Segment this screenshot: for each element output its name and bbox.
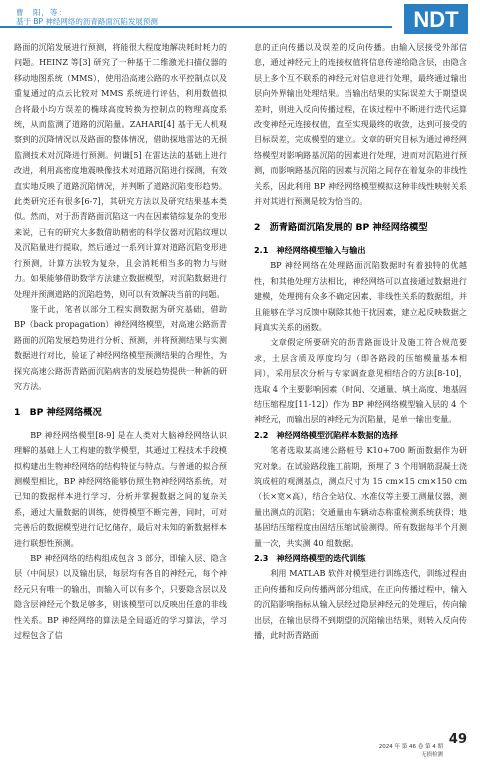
logo-text: NDT [413, 7, 459, 32]
paragraph: BP 神经网络模型[8-9] 是在人类对大脑神经网络认识理解的基础上人工构建的数学模型，其通过工程技术手段模拟构建出生物神经网络的结构特征与特点。与普通的拟合预测模型相比，BP 神经网络能够仿照生物神经网络系统，对已知的数据样本进行学习、分析并掌握数据之间的复杂关系，通过大量数据的训练，使得模型不断完善，同时，可对完善后的数据模型进行记忆储存，最后对未知的新数据样本进行联想性预测。 [14, 429, 227, 548]
paragraph: 路面的沉陷发展进行预测，将能很大程度地解决耗时耗力的问题。HEINZ 等[3] 研究了一种基于二维激光扫描仪器的移动地图系统（MMS），使用沿高速公路的水平控制点以及重复通过的点云比较对 MMS 系统进行评估，利用数值拟合将最小均方误差的椭球高度转换为控制点的物理高度系统，从而监测了道路的沉陷量。ZAHARI[4] 基于无人机观察到的沉降情况以及路面的整体情况，借助探地雷达的无损监测技术对沉降进行预测。何谦[5] 在雷达法的基础上进行改进，利用高密度地震映像技术对道路沉陷进行探测，有效直实地反映了道路沉陷情况，并判断了道路沉陷变形趋势。此类研究还有很多[6-7]，其研究方法以及研究结果基本类似。然而，对于沥青路面沉陷这一内在因素错综复杂的变形来说，已有的研究大多数借助精密的科学仪器对沉陷纹理以及沉陷量进行提取，然后通过一系列计算对道路沉陷变形进行预测，计算方法较为复杂，且会消耗相当多的物力与财力。如果能够借助数学方法建立数据模型，对沉陷数据进行处理并预测道路的沉陷趋势，则可以有效解决当前的问题。 [14, 42, 227, 299]
header-author: 曹 阳，等： [16, 8, 67, 17]
header-rule [0, 26, 392, 28]
page-number: 49 [448, 732, 467, 747]
paragraph: 息的正向传播以及误差的反向传播。由输入层接受外部信息，通过神经元上的连接权值将信息传递给隐含层，由隐含层上多个互不联系的神经元对信息进行处理，最终通过输出层向外界输出处理结果。当输出结果的实际误差大于期望误差时，则进入反向传播过程，在该过程中不断进行迭代运算改变神经元连接权值，直至实现最终的收敛，达到可接受的目标误差，完成模型的建立。文章的研究目标为通过神经网络模型对影响路基沉陷的因素进行处理，进而对沉陷进行预测，而影响路基沉陷的因素与沉陷之间存在着复杂的非线性关系，因此利用 BP 神经网络模型模拟这种非线性映射关系并对其进行预测是较为恰当的。 [254, 42, 467, 207]
paragraph: 鉴于此，笔者以部分工程实测数据为研究基础，借助 BP（back propagation）神经网络模型，对高速公路沥青路面的沉陷发展趋势进行分析、预测，并将预测结果与实测数据进行对比，验证了神经网络模型预测结果的合理性，为探究高速公路沥青路面沉陷病害的发展趋势提供一种新的研究方法。 [14, 303, 227, 391]
paragraph: BP 神经网络在处理路面沉陷数据时有着独特的优越性，和其他处理方法相比，神经网络可以直接通过数据进行建模，处理拥有众多不确定因素、非线性关系的数据组，并且能够在学习反馈中剔除其他干扰因素，建立起反映数据之间真实关系的函数。 [254, 260, 467, 332]
header-article-title: 基于 BP 神经网络的沥青路面沉陷发展预测 [16, 17, 158, 26]
journal-logo-icon [404, 4, 468, 34]
right-column [254, 40, 467, 643]
paragraph: 笔者选取某高速公路桩号 K10+700 断面数据作为研究对象。在试验路段施工前期，预埋了 3 个用钢筋混凝土浇筑成桩的观测基点，测点尺寸为 15 cm×15 cm×150 cm（长×宽×高），结合全站仪、水准仪等主要工测量仪器，测量出测点的沉陷；交通量由车辆动态称重检测系统获得；地基固结压缩程度由固结压缩试验测得。所有数据每半个月测量一次，共实测 40 组数据。 [254, 445, 467, 548]
paragraph: BP 神经网络的结构组成包含 3 部分，即输入层、隐含层（中间层）以及输出层，每层均有各自的神经元，每个神经元只有唯一的输出，而输入可以有多个，只要隐含层以及隐含层神经元个数足够多，则该模型可以反映出任意的非线性关系。BP 神经网络的算法是全局逼近的学习算法，学习过程包含了信 [14, 553, 227, 641]
subsection-heading: 2.3 神经网络模型的迭代训练 [254, 553, 366, 563]
journal-name: 无损检测 [420, 752, 443, 758]
running-header [0, 0, 480, 36]
page-footer [254, 728, 467, 768]
subsection-heading: 2.1 神经网络模型输入与输出 [254, 244, 366, 255]
issue-info: 2024 年 第 46 卷 第 4 期 [378, 744, 443, 750]
left-column [14, 40, 227, 643]
paragraph: 利用 MATLAB 软件对模型进行训练迭代，训练过程由正向传播和反向传播两部分组成，在正向传播过程中，输入的沉陷影响指标从输入层经过隐层神经元的处理后，传向输出层，在输出层得不到期望的沉陷输出结果，则转入反向传播，此时沥青路面 [254, 568, 467, 641]
section-heading: 1 BP 神经网络概况 [14, 407, 102, 419]
section-heading: 2 沥青路面沉陷发展的 BP 神经网络模型 [254, 222, 428, 234]
subsection-heading: 2.2 神经网络模型沉陷样本数据的选择 [254, 429, 398, 440]
paragraph: 文章假定所要研究的沥青路面设计及施工符合规范要求，土层含质及厚度均匀（即各路段的压缩模量基本相同），采用层次分析与专家调查意见相结合的方法[8-10]，选取 4 个主要影响因素（时间、交通量、填土高度、地基固结压缩程度[11-12]）作为 BP 神经网络模型输入层的 4 个神经元，而输出层的神经元为沉陷量，是单一输出变量。 [254, 337, 467, 425]
